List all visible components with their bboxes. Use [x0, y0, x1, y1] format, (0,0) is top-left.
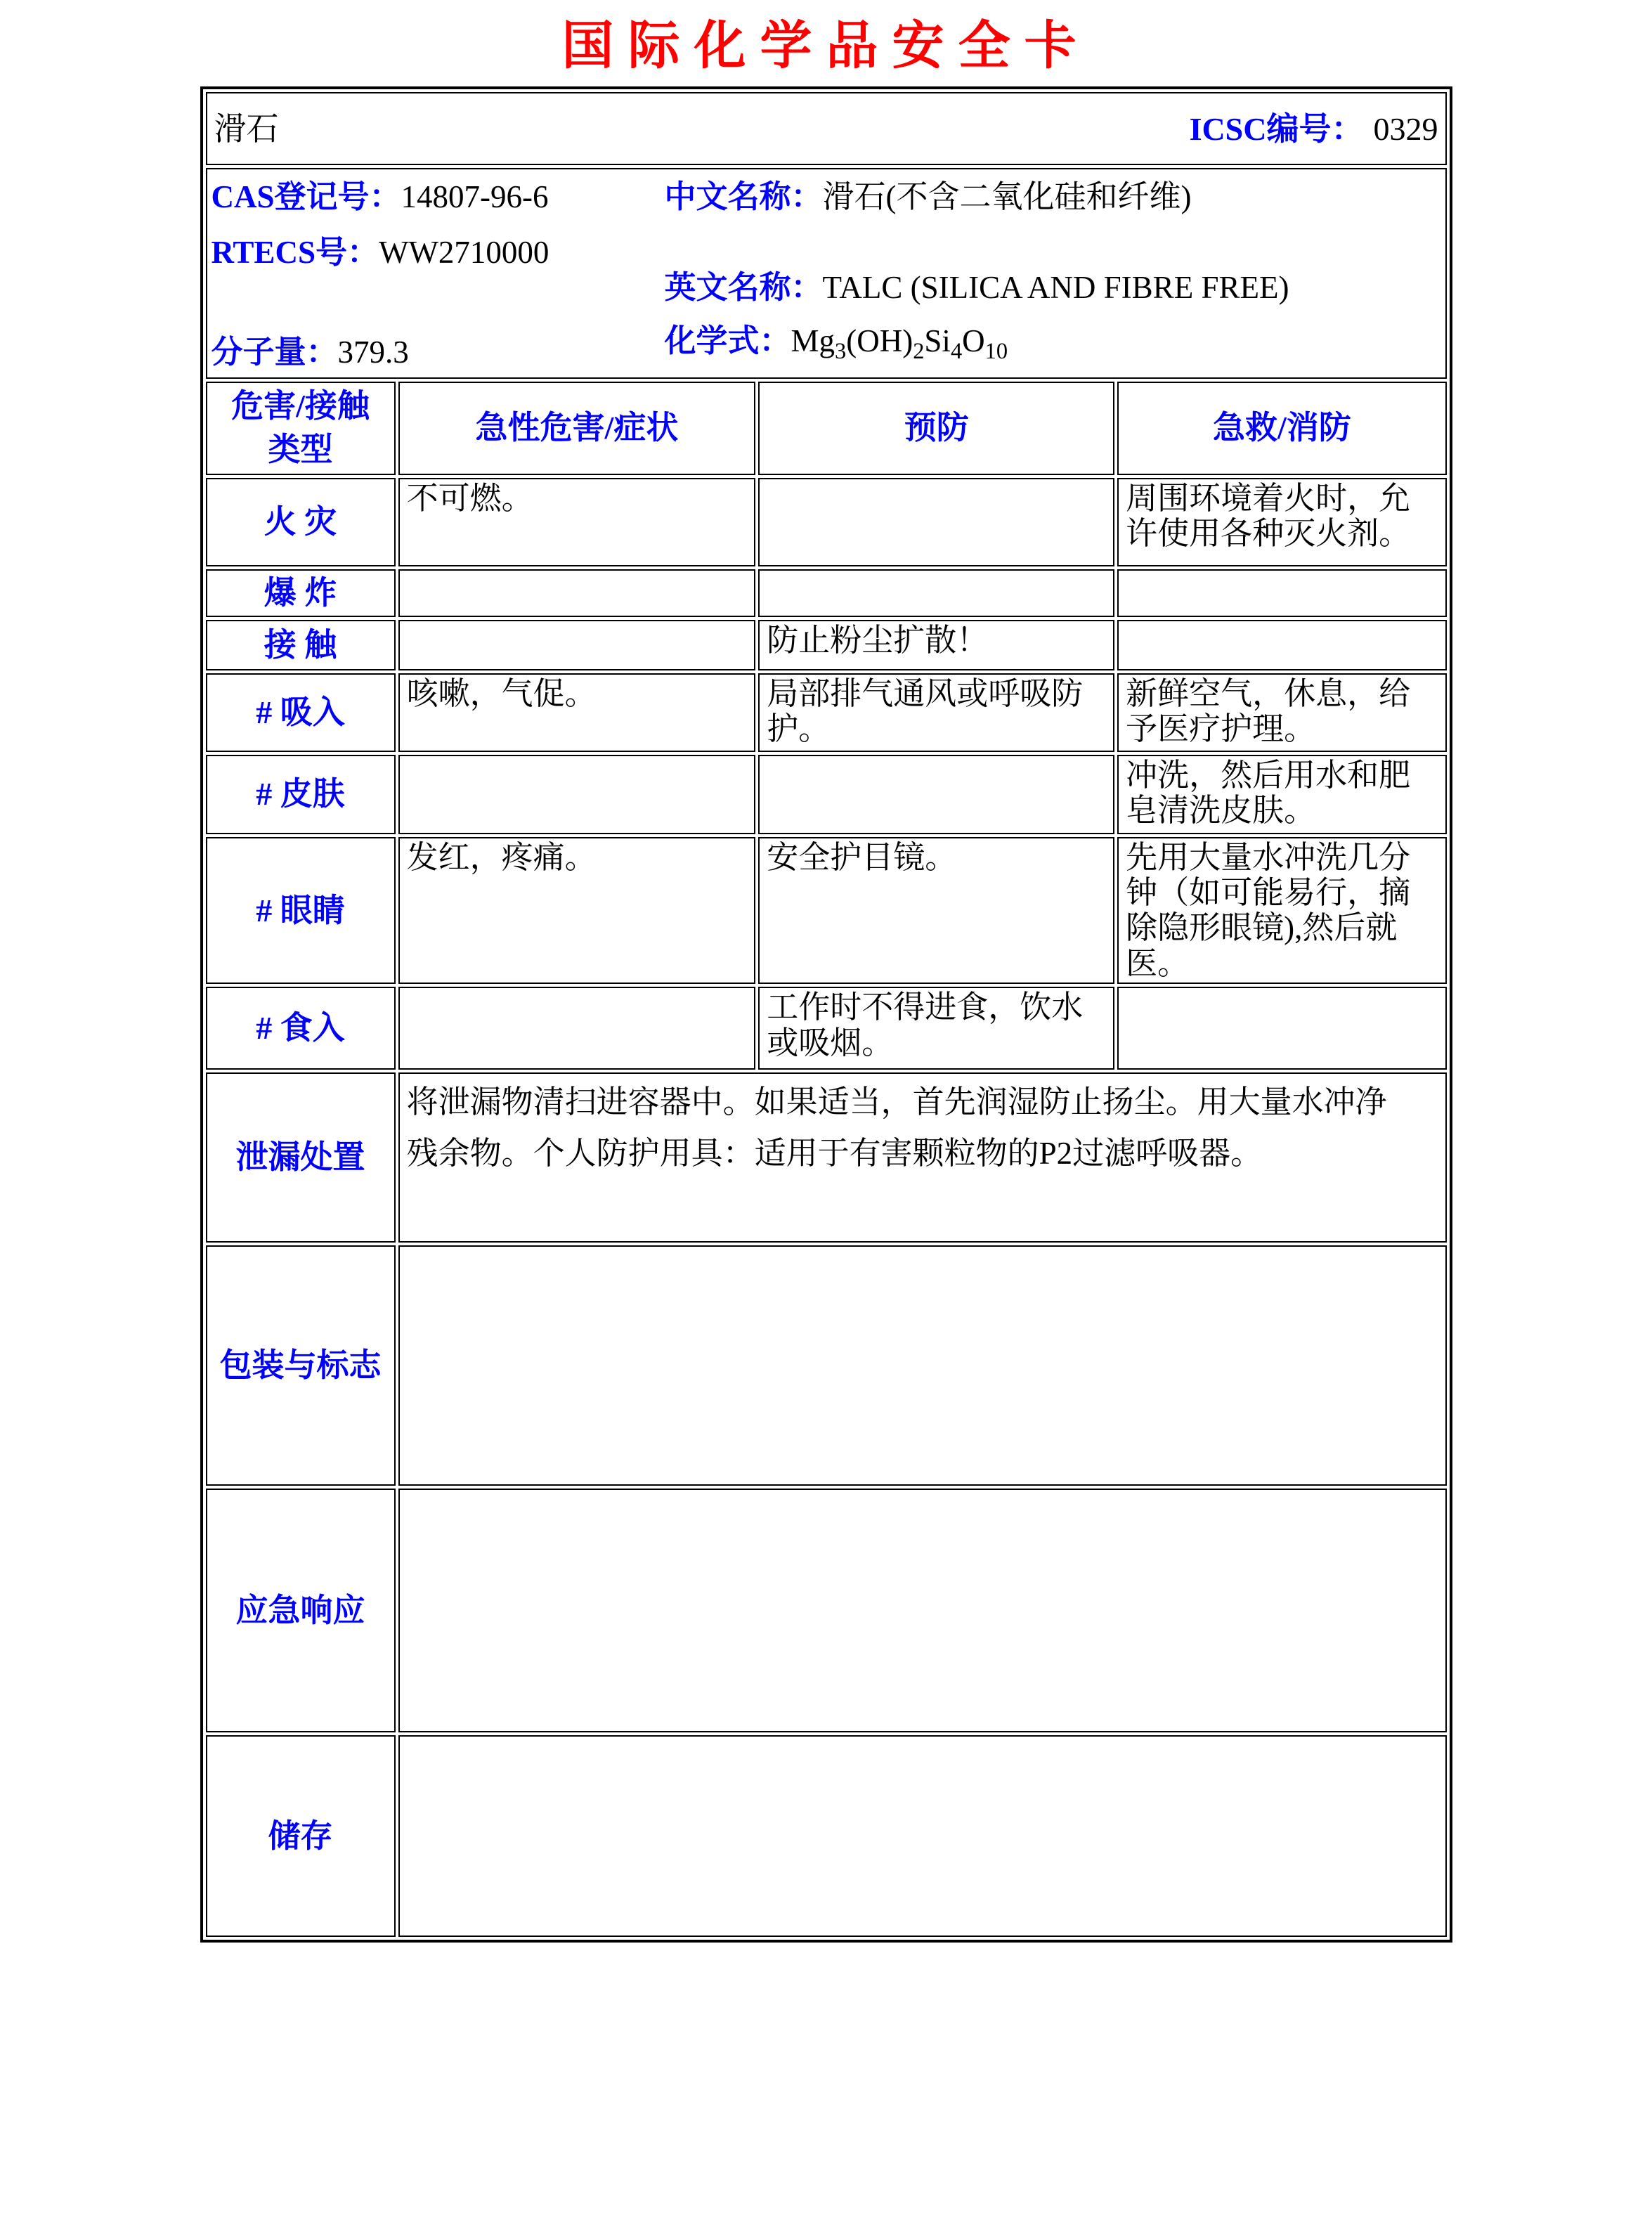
header-first-aid: 急救/消防 — [1117, 382, 1446, 474]
ingestion-symptoms-cell — [398, 987, 756, 1070]
identifiers-cell — [206, 168, 1447, 379]
explosion-prevention-cell — [758, 569, 1114, 617]
row-label-fire: 火 灾 — [206, 478, 396, 566]
rtecs-number-label: RTECS号： — [211, 234, 379, 270]
header-prevention: 预防 — [758, 382, 1114, 474]
section-row-storage — [206, 1735, 1447, 1937]
fire-symptoms-cell: 不可燃。 — [398, 478, 756, 566]
molecular-weight-label: 分子量： — [211, 335, 338, 370]
section-label-storage: 储存 — [206, 1735, 396, 1937]
section-label-spill-disposal: 泄漏处置 — [206, 1072, 396, 1243]
skin-first-aid-cell: 冲洗，然后用水和肥皂清洗皮肤。 — [1117, 755, 1446, 834]
hazard-row-fire — [206, 478, 1447, 566]
storage-content — [398, 1735, 1447, 1937]
hazard-row-ingestion — [206, 987, 1447, 1070]
ingestion-prevention-cell: 工作时不得进食，饮水或吸烟。 — [758, 987, 1114, 1070]
english-name-field — [665, 270, 1441, 305]
contact-symptoms-cell — [398, 620, 756, 670]
fire-first-aid-cell: 周围环境着火时，允许使用各种灭火剂。 — [1117, 478, 1446, 566]
contact-prevention-cell: 防止粉尘扩散！ — [758, 620, 1114, 670]
contact-first-aid-cell — [1117, 620, 1446, 670]
rtecs-number-value: WW2710000 — [378, 234, 549, 270]
cas-number-value: 14807-96-6 — [401, 179, 549, 215]
inhalation-prevention-cell: 局部排气通风或呼吸防护。 — [758, 673, 1114, 752]
identifiers-left-column — [212, 179, 665, 370]
section-label-emergency-response: 应急响应 — [206, 1489, 396, 1732]
row-label-eyes: # 眼睛 — [206, 837, 396, 985]
row-label-skin: # 皮肤 — [206, 755, 396, 834]
page-title: 国际化学品安全卡 — [561, 18, 1091, 75]
cas-number-field — [212, 179, 665, 214]
inhalation-first-aid-cell: 新鲜空气，休息，给予医疗护理。 — [1117, 673, 1446, 752]
eyes-prevention-cell: 安全护目镜。 — [758, 837, 1114, 985]
hazard-row-eyes — [206, 837, 1447, 985]
inhalation-symptoms-cell: 咳嗽，气促。 — [398, 673, 756, 752]
explosion-first-aid-cell — [1117, 569, 1446, 617]
eyes-first-aid-cell: 先用大量水冲洗几分钟（如可能易行，摘除隐形眼镜),然后就医。 — [1117, 837, 1446, 985]
row-label-contact: 接 触 — [206, 620, 396, 670]
section-label-packaging: 包装与标志 — [206, 1245, 396, 1486]
chinese-name-value: 滑石(不含二氧化硅和纤维) — [822, 179, 1192, 215]
section-row-emergency-response — [206, 1489, 1447, 1732]
chemical-formula-value: $Mg_3(OH)_2Si_4O_{10}$ — [791, 323, 1008, 365]
section-row-spill-disposal — [206, 1072, 1447, 1243]
chemical-formula-field — [664, 323, 1441, 365]
row-label-inhalation: # 吸入 — [206, 673, 396, 752]
chinese-name-label: 中文名称： — [664, 179, 823, 215]
row-label-ingestion: # 食入 — [206, 987, 396, 1070]
header-hazard-type: 危害/接触 类型 — [206, 382, 396, 474]
skin-symptoms-cell — [398, 755, 756, 834]
row-label-explosion: 爆 炸 — [206, 569, 396, 617]
identifiers-right-column — [665, 179, 1441, 370]
hazard-row-skin — [206, 755, 1447, 834]
explosion-symptoms-cell — [398, 569, 756, 617]
english-name-label: 英文名称： — [664, 269, 823, 305]
substance-name: 滑石 — [214, 110, 279, 147]
hazard-row-inhalation — [206, 673, 1447, 752]
chinese-name-field — [665, 179, 1441, 214]
icsc-number-label: ICSC编号： — [1189, 110, 1364, 147]
molecular-weight-field — [212, 335, 665, 370]
eyes-symptoms-cell: 发红，疼痛。 — [398, 837, 756, 985]
english-name-value: TALC (SILICA AND FIBRE FREE) — [822, 269, 1289, 305]
icsc-number-value: 0329 — [1373, 110, 1438, 147]
chemical-formula-label: 化学式： — [664, 323, 791, 359]
rtecs-number-field — [212, 235, 665, 270]
spill-disposal-content: 将泄漏物清扫进容器中。如果适当，首先润湿防止扬尘。用大量水冲净残余物。个人防护用具：适用于有害颗粒物的P2过滤呼吸器。 — [398, 1072, 1447, 1243]
card-header-cell — [206, 92, 1447, 165]
fire-prevention-cell — [758, 478, 1114, 566]
hazard-row-explosion — [206, 569, 1447, 617]
icsc-number-field — [1190, 111, 1438, 148]
emergency-response-content — [398, 1489, 1447, 1732]
header-acute-hazards: 急性危害/症状 — [398, 382, 756, 474]
hazard-row-contact — [206, 620, 1447, 670]
identifiers-row — [206, 168, 1447, 379]
molecular-weight-value: 379.3 — [337, 335, 409, 370]
safety-card-table — [200, 86, 1452, 1943]
section-row-packaging — [206, 1245, 1447, 1486]
cas-number-label: CAS登记号： — [211, 179, 401, 215]
hazard-table-header-row — [206, 382, 1447, 474]
packaging-content — [398, 1245, 1447, 1486]
skin-prevention-cell — [758, 755, 1114, 834]
card-header-row — [206, 92, 1447, 165]
ingestion-first-aid-cell — [1117, 987, 1446, 1070]
